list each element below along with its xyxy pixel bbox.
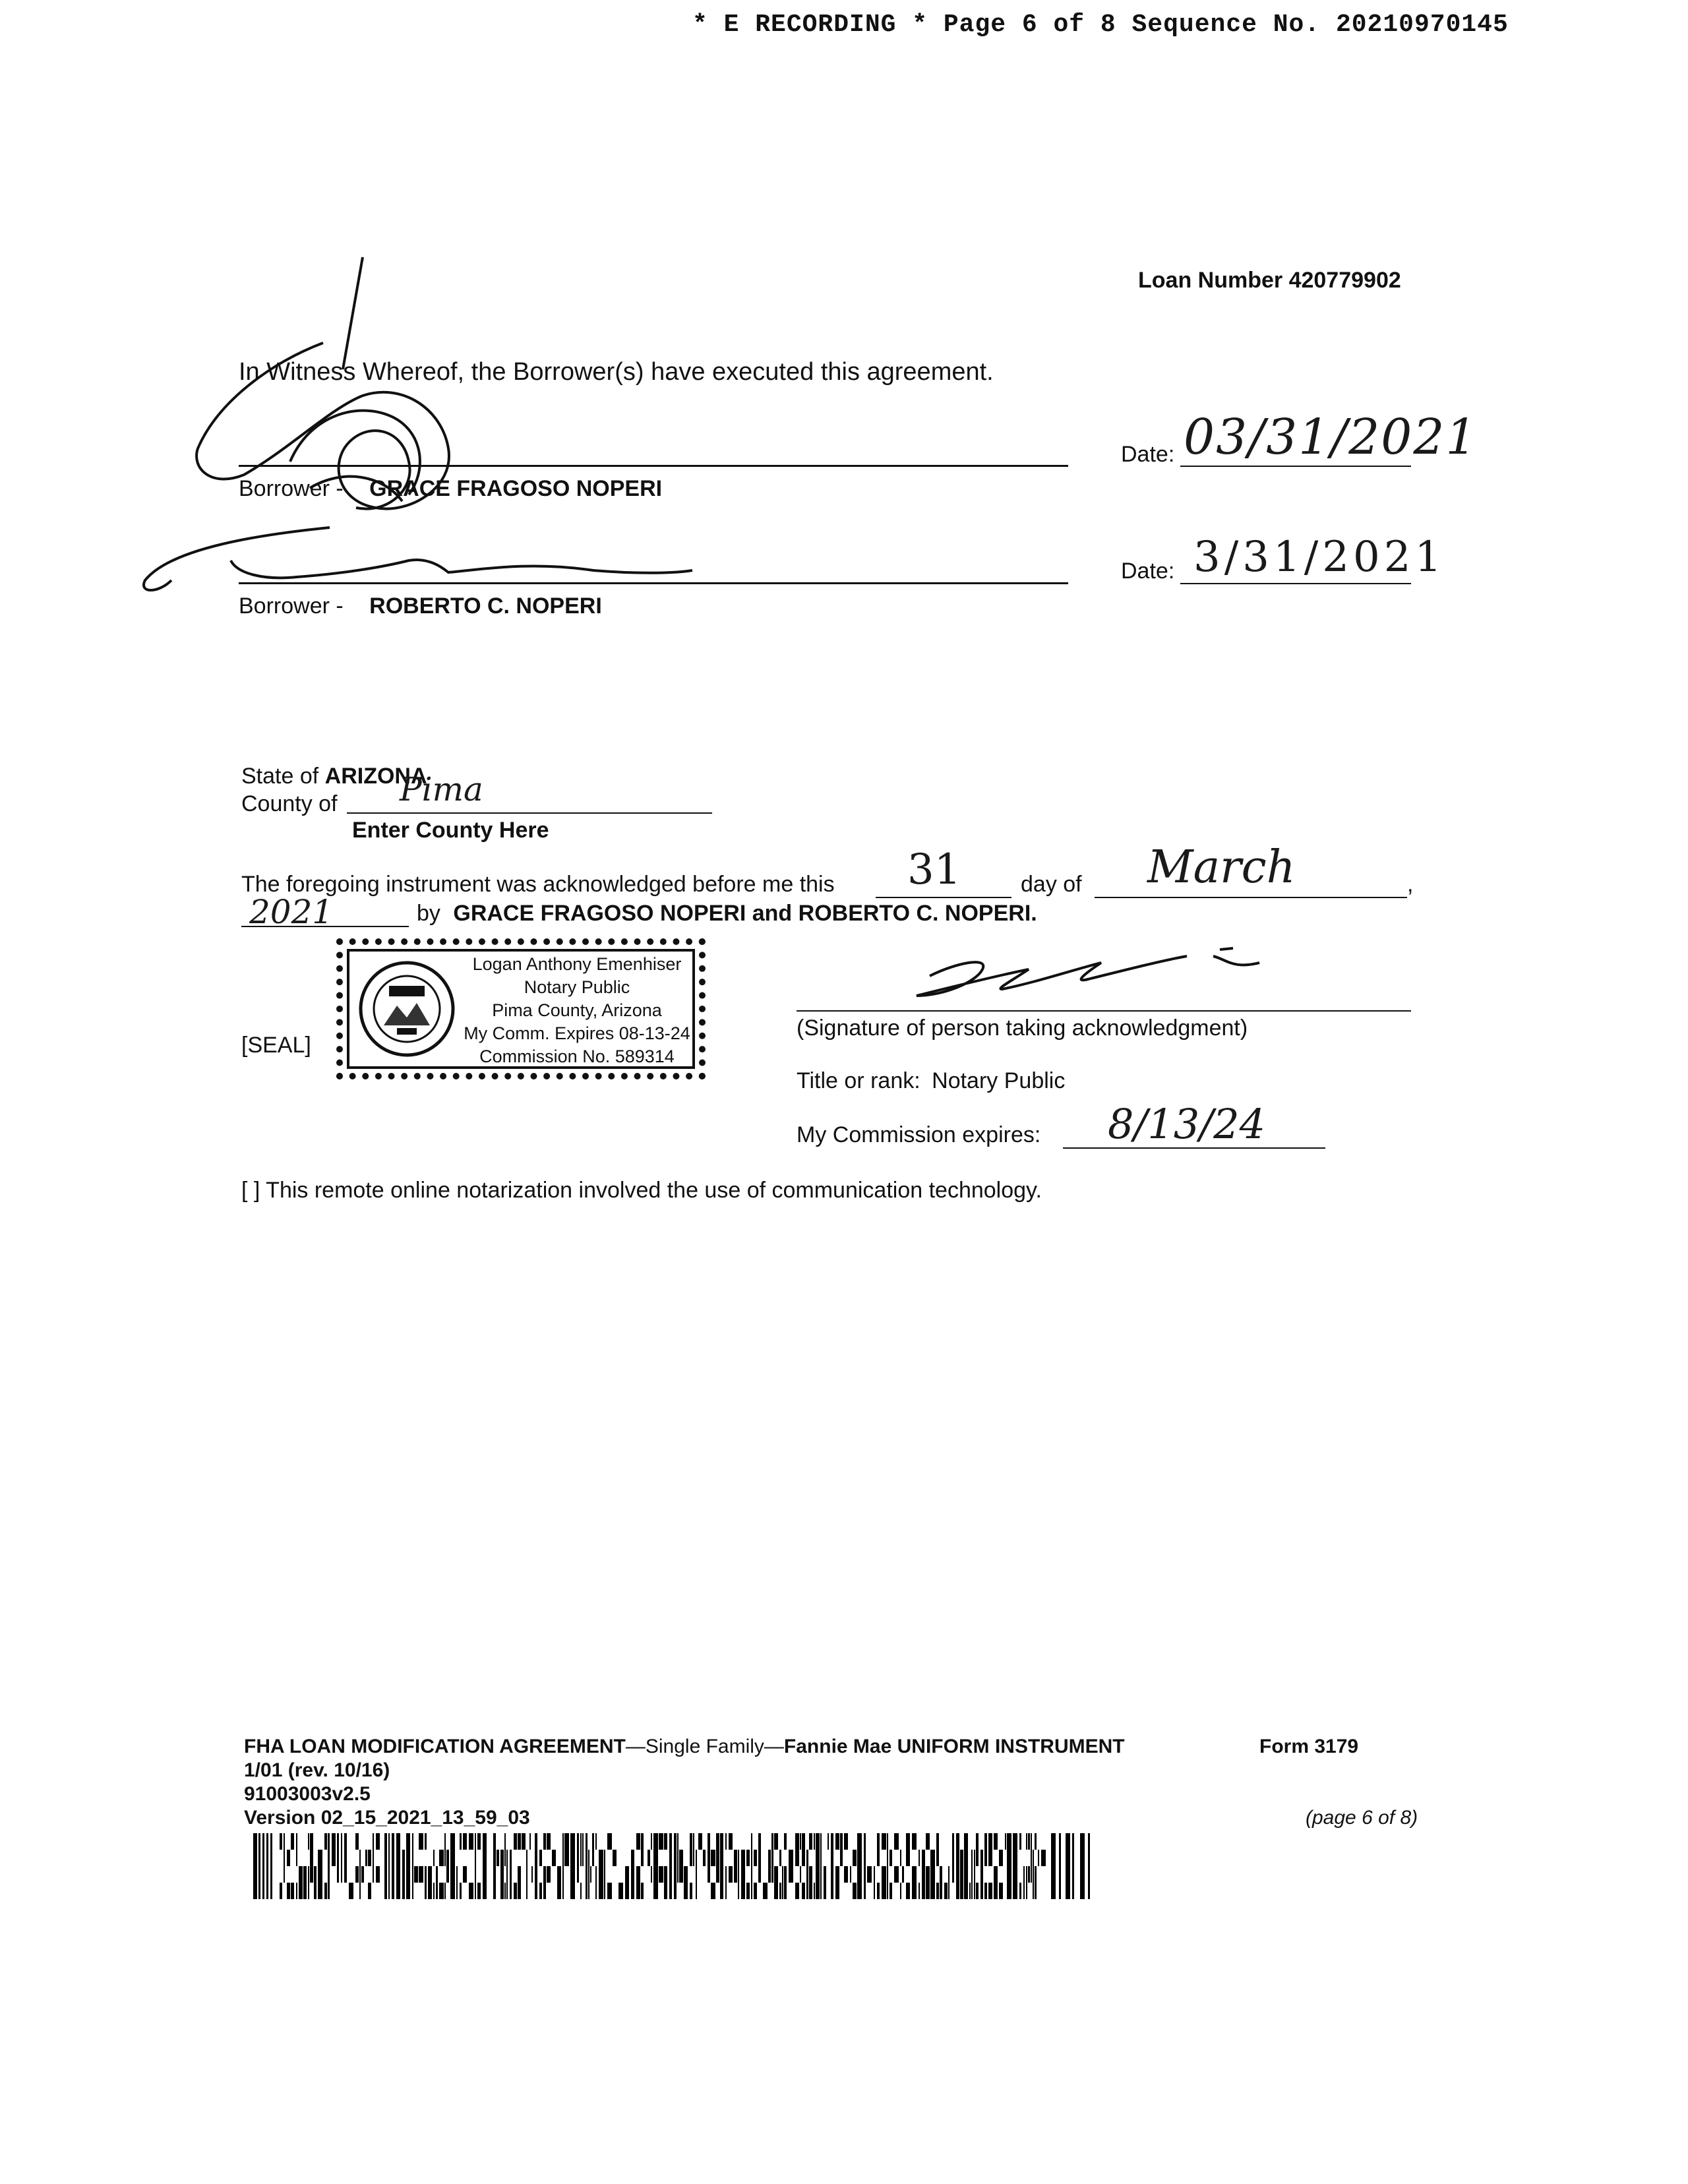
footer-title-dash: —Single Family— bbox=[625, 1736, 784, 1757]
state-label: State of bbox=[241, 764, 319, 789]
borrower2-date-handwritten: 3/31/2021 bbox=[1193, 533, 1446, 582]
county-label: County of bbox=[241, 791, 338, 816]
borrower2-signature bbox=[132, 521, 712, 600]
borrower1-date-label: Date: bbox=[1121, 442, 1175, 467]
witness-statement: In Witness Whereof, the Borrower(s) have executed this agreement. bbox=[239, 358, 994, 386]
loan-number-label: Loan Number bbox=[1138, 268, 1283, 293]
notary-signature-caption: (Signature of person taking acknowledgment) bbox=[797, 1016, 1248, 1041]
ack-names: GRACE FRAGOSO NOPERI and ROBERTO C. NOPERI. bbox=[453, 901, 1037, 926]
stamp-line-expires: My Comm. Expires 08-13-24 bbox=[464, 1023, 690, 1043]
borrower1-name: GRACE FRAGOSO NOPERI bbox=[369, 476, 663, 501]
footer-rev: 1/01 (rev. 10/16) bbox=[244, 1759, 390, 1781]
borrower1-signature bbox=[191, 251, 521, 528]
title-rank bbox=[797, 1068, 1065, 1094]
footer-doc-code: 91003003v2.5 bbox=[244, 1783, 371, 1805]
footer-form: Form 3179 bbox=[1259, 1736, 1359, 1757]
footer-title-bold-2: Fannie Mae UNIFORM INSTRUMENT bbox=[783, 1736, 1125, 1757]
title-rank-value: Notary Public bbox=[932, 1068, 1066, 1093]
arizona-seal-emblem bbox=[357, 959, 456, 1058]
borrower2-date-line bbox=[1180, 583, 1411, 584]
footer-title-bold: FHA LOAN MODIFICATION AGREEMENT bbox=[244, 1736, 626, 1757]
footer-page: (page 6 of 8) bbox=[1306, 1807, 1418, 1829]
ack-year-handwritten: 2021 bbox=[249, 893, 334, 931]
ack-comma: , bbox=[1407, 872, 1414, 897]
recording-header: * E RECORDING * Page 6 of 8 Sequence No. 20210970145 bbox=[692, 11, 1509, 39]
ack-by-label: by bbox=[417, 901, 440, 926]
notary-stamp-text bbox=[455, 953, 699, 1068]
stamp-line-title: Notary Public bbox=[524, 977, 630, 997]
borrower2-prefix: Borrower - bbox=[239, 593, 344, 619]
ack-month-line bbox=[1095, 897, 1407, 898]
stamp-line-commission: Commission No. 589314 bbox=[479, 1046, 675, 1066]
borrower1-prefix: Borrower - bbox=[239, 476, 344, 501]
ack-by bbox=[417, 901, 1037, 926]
ack-day-line bbox=[876, 897, 1011, 898]
notary-stamp bbox=[336, 938, 706, 1079]
loan-number-value: 420779902 bbox=[1288, 268, 1401, 293]
footer-version: Version 02_15_2021_13_59_03 bbox=[244, 1807, 530, 1829]
remote-notarization-checkbox: [ ] This remote online notarization involved the use of communication technology. bbox=[241, 1178, 1042, 1203]
borrower2-date-label: Date: bbox=[1121, 559, 1175, 584]
document-barcode bbox=[253, 1833, 1097, 1899]
borrower1-date-line bbox=[1180, 466, 1411, 467]
county-handwritten: Pima bbox=[400, 770, 483, 808]
commission-expires-handwritten: 8/13/24 bbox=[1108, 1100, 1266, 1148]
stamp-line-name: Logan Anthony Emenhiser bbox=[472, 954, 682, 974]
ack-month-handwritten: March bbox=[1147, 841, 1296, 894]
county-line bbox=[347, 812, 712, 814]
notary-signature bbox=[903, 943, 1286, 1002]
commission-expires-label: My Commission expires: bbox=[797, 1122, 1041, 1147]
county-hint: Enter County Here bbox=[352, 818, 549, 843]
stamp-line-county: Pima County, Arizona bbox=[492, 1000, 662, 1020]
notary-signature-line bbox=[797, 1010, 1411, 1012]
seal-label: [SEAL] bbox=[241, 1033, 311, 1058]
borrower2-name: ROBERTO C. NOPERI bbox=[369, 593, 602, 619]
borrower1-date-handwritten: 03/31/2021 bbox=[1184, 409, 1478, 466]
state-value: ARIZONA bbox=[324, 764, 427, 789]
ack-text-2: day of bbox=[1021, 872, 1082, 897]
footer-title bbox=[244, 1736, 1125, 1758]
ack-text-1: The foregoing instrument was acknowledged before me this bbox=[241, 872, 835, 897]
loan-number bbox=[1138, 268, 1401, 293]
title-rank-label: Title or rank: bbox=[797, 1068, 920, 1093]
ack-day-handwritten: 31 bbox=[907, 845, 961, 894]
